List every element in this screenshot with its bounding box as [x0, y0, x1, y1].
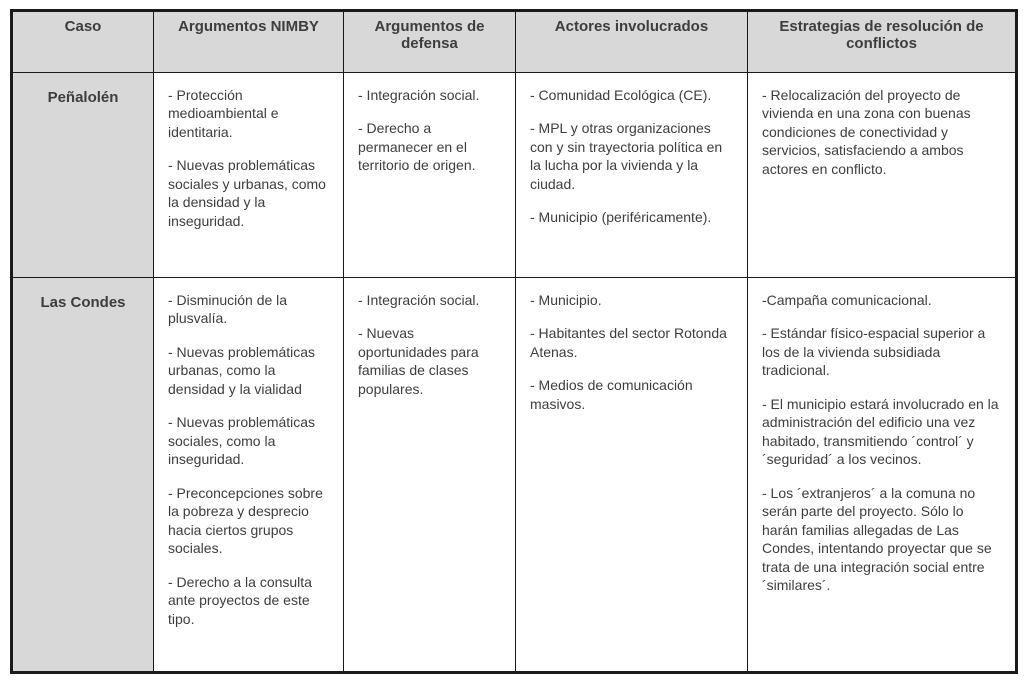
cell-paragraph: - Municipio. — [530, 292, 602, 308]
table-row-penalolen — [12, 73, 1017, 278]
cell-paragraph: - El municipio estará involucrado en la administración del edificio una vez habitado, transmitiendo ´control´ y ´seguridad´ a los vecinos. — [762, 395, 999, 468]
cell-nimby-penalolen — [154, 73, 344, 278]
cell-paragraph: - Integración social. — [358, 87, 480, 103]
header-caso: Caso — [12, 11, 154, 73]
row-label-penalolen: Peñalolén — [12, 73, 154, 278]
header-argumentos-nimby: Argumentos NIMBY — [154, 11, 344, 73]
cell-estrategias-las-condes — [748, 278, 1017, 673]
header-actores-involucrados: Actores involucrados — [516, 11, 748, 73]
cell-paragraph: - Relocalización del proyecto de vivienda en una zona con buenas condiciones de conectividad y servicios, satisfaciendo a ambos actores en conflicto. — [762, 87, 971, 177]
row-label-las-condes: Las Condes — [12, 278, 154, 673]
header-estrategias-resolucion: Estrategias de resolución de conflictos — [748, 11, 1017, 73]
cell-defensa-las-condes — [344, 278, 516, 673]
cell-actores-las-condes — [516, 278, 748, 673]
cell-nimby-las-condes — [154, 278, 344, 673]
table-row-las-condes — [12, 278, 1017, 673]
cell-estrategias-penalolen — [748, 73, 1017, 278]
cell-paragraph: - Nuevas problemáticas urbanas, como la densidad y la vialidad — [168, 343, 316, 397]
cell-paragraph: - Estándar físico-espacial superior a los de la vivienda subsidiada tradicional. — [762, 325, 986, 379]
header-argumentos-defensa: Argumentos de defensa — [344, 11, 516, 73]
conflict-cases-table — [10, 9, 1018, 674]
cell-paragraph: -Campaña comunicacional. — [762, 292, 932, 308]
cell-paragraph: - Los ´extranjeros´ a la comuna no serán parte del proyecto. Sólo lo harán familias allegadas de Las Condes, intentando proyectar que se trata de una integración social entre ´similares´. — [762, 484, 992, 594]
cell-paragraph: - Derecho a permanecer en el territorio de origen. — [358, 120, 476, 174]
cell-paragraph: - Habitantes del sector Rotonda Atenas. — [530, 325, 727, 360]
cell-paragraph: - Medios de comunicación masivos. — [530, 377, 693, 412]
cell-actores-penalolen — [516, 73, 748, 278]
cell-paragraph: - MPL y otras organizaciones con y sin trayectoria política en la lucha por la vivienda y la ciudad. — [530, 120, 723, 192]
cell-defensa-penalolen — [344, 73, 516, 278]
cell-paragraph: - Integración social. — [358, 292, 480, 308]
cell-paragraph: - Nuevas problemáticas sociales y urbanas, como la densidad y la inseguridad. — [168, 157, 326, 229]
cell-paragraph: - Comunidad Ecológica (CE). — [530, 87, 712, 103]
cell-paragraph: - Municipio (periféricamente). — [530, 209, 712, 226]
cell-paragraph: - Protección medioambiental e identitaria. — [168, 87, 279, 140]
cell-paragraph: - Disminución de la plusvalía. — [168, 292, 288, 327]
cell-paragraph: - Nuevas problemáticas sociales, como la inseguridad. — [168, 414, 316, 468]
cell-paragraph: - Preconcepciones sobre la pobreza y desprecio hacia ciertos grupos sociales. — [168, 484, 323, 557]
cell-paragraph: - Nuevas oportunidades para familias de clases populares. — [358, 325, 479, 397]
cell-paragraph: - Derecho a la consulta ante proyectos de este tipo. — [168, 573, 312, 627]
header-row — [12, 11, 1017, 73]
